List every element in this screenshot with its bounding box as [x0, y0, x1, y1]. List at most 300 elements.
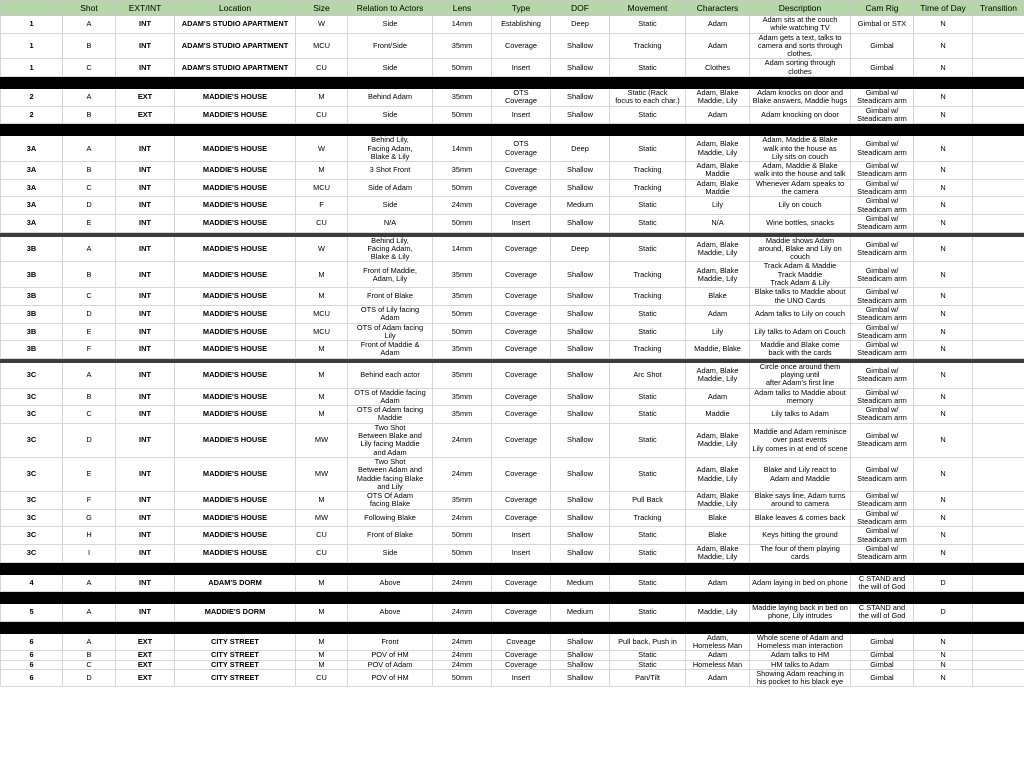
size-cell[interactable]: CU: [296, 106, 348, 124]
location-cell[interactable]: MADDIE'S HOUSE: [175, 305, 296, 323]
type-cell[interactable]: Coverage: [492, 362, 551, 388]
relation-cell[interactable]: Front/Side: [348, 33, 433, 59]
size-cell[interactable]: M: [296, 162, 348, 180]
ext-int-cell[interactable]: INT: [116, 214, 175, 232]
shot-cell[interactable]: C: [63, 288, 116, 306]
transition-cell[interactable]: [973, 179, 1024, 197]
time-of-day-cell[interactable]: N: [914, 492, 973, 510]
characters-cell[interactable]: Clothes: [686, 59, 750, 77]
relation-cell[interactable]: Front of Blake: [348, 288, 433, 306]
ext-int-cell[interactable]: INT: [116, 362, 175, 388]
shot-cell[interactable]: E: [63, 323, 116, 341]
characters-cell[interactable]: Adam, Blake Maddie, Lily: [686, 89, 750, 107]
time-of-day-cell[interactable]: N: [914, 457, 973, 491]
description-cell[interactable]: Lily on couch: [750, 197, 851, 215]
dof-cell[interactable]: Shallow: [551, 633, 610, 651]
ext-int-cell[interactable]: INT: [116, 59, 175, 77]
dof-cell[interactable]: Shallow: [551, 262, 610, 288]
size-cell[interactable]: M: [296, 492, 348, 510]
transition-cell[interactable]: [973, 59, 1024, 77]
dof-cell[interactable]: Shallow: [551, 423, 610, 457]
movement-cell[interactable]: Static: [610, 651, 686, 660]
ext-int-cell[interactable]: INT: [116, 323, 175, 341]
transition-cell[interactable]: [973, 604, 1024, 622]
time-of-day-cell[interactable]: N: [914, 162, 973, 180]
ext-int-cell[interactable]: INT: [116, 197, 175, 215]
scene-cell[interactable]: 3B: [1, 236, 63, 262]
column-header[interactable]: Type: [492, 1, 551, 16]
type-cell[interactable]: Coverage: [492, 197, 551, 215]
relation-cell[interactable]: Two Shot Between Blake and Lily facing Maddie and Adam: [348, 423, 433, 457]
shot-cell[interactable]: C: [63, 59, 116, 77]
shot-cell[interactable]: I: [63, 544, 116, 562]
transition-cell[interactable]: [973, 323, 1024, 341]
lens-cell[interactable]: 35mm: [433, 262, 492, 288]
movement-cell[interactable]: Tracking: [610, 341, 686, 359]
transition-cell[interactable]: [973, 423, 1024, 457]
transition-cell[interactable]: [973, 33, 1024, 59]
time-of-day-cell[interactable]: N: [914, 669, 973, 687]
movement-cell[interactable]: Static: [610, 106, 686, 124]
type-cell[interactable]: Coverage: [492, 162, 551, 180]
size-cell[interactable]: M: [296, 288, 348, 306]
dof-cell[interactable]: Shallow: [551, 179, 610, 197]
characters-cell[interactable]: Maddie, Blake: [686, 341, 750, 359]
characters-cell[interactable]: Adam, Blake Maddie, Lily: [686, 492, 750, 510]
time-of-day-cell[interactable]: N: [914, 197, 973, 215]
cam-rig-cell[interactable]: Gimbal w/ Steadicam arm: [851, 106, 914, 124]
shot-cell[interactable]: D: [63, 197, 116, 215]
time-of-day-cell[interactable]: N: [914, 423, 973, 457]
column-header[interactable]: Movement: [610, 1, 686, 16]
transition-cell[interactable]: [973, 574, 1024, 592]
lens-cell[interactable]: 35mm: [433, 388, 492, 406]
description-cell[interactable]: HM talks to Adam: [750, 660, 851, 669]
location-cell[interactable]: MADDIE'S HOUSE: [175, 197, 296, 215]
time-of-day-cell[interactable]: N: [914, 509, 973, 527]
movement-cell[interactable]: Arc Shot: [610, 362, 686, 388]
location-cell[interactable]: MADDIE'S HOUSE: [175, 388, 296, 406]
lens-cell[interactable]: 50mm: [433, 106, 492, 124]
size-cell[interactable]: MCU: [296, 323, 348, 341]
location-cell[interactable]: MADDIE'S HOUSE: [175, 544, 296, 562]
ext-int-cell[interactable]: EXT: [116, 651, 175, 660]
time-of-day-cell[interactable]: N: [914, 362, 973, 388]
type-cell[interactable]: Coverage: [492, 492, 551, 510]
lens-cell[interactable]: 35mm: [433, 362, 492, 388]
time-of-day-cell[interactable]: N: [914, 106, 973, 124]
description-cell[interactable]: Blake leaves & comes back: [750, 509, 851, 527]
scene-cell[interactable]: 3B: [1, 262, 63, 288]
ext-int-cell[interactable]: INT: [116, 509, 175, 527]
transition-cell[interactable]: [973, 544, 1024, 562]
transition-cell[interactable]: [973, 214, 1024, 232]
type-cell[interactable]: Coverage: [492, 457, 551, 491]
description-cell[interactable]: Adam sits at the couch while watching TV: [750, 16, 851, 34]
lens-cell[interactable]: 35mm: [433, 33, 492, 59]
dof-cell[interactable]: Shallow: [551, 162, 610, 180]
dof-cell[interactable]: Shallow: [551, 388, 610, 406]
relation-cell[interactable]: Side: [348, 106, 433, 124]
description-cell[interactable]: Lily talks to Adam: [750, 406, 851, 424]
time-of-day-cell[interactable]: N: [914, 651, 973, 660]
characters-cell[interactable]: Adam, Blake Maddie, Lily: [686, 544, 750, 562]
shot-cell[interactable]: A: [63, 633, 116, 651]
type-cell[interactable]: Coverage: [492, 33, 551, 59]
cam-rig-cell[interactable]: Gimbal w/ Steadicam arm: [851, 362, 914, 388]
transition-cell[interactable]: [973, 197, 1024, 215]
cam-rig-cell[interactable]: Gimbal w/ Steadicam arm: [851, 136, 914, 162]
scene-cell[interactable]: 3C: [1, 362, 63, 388]
size-cell[interactable]: M: [296, 89, 348, 107]
size-cell[interactable]: M: [296, 362, 348, 388]
shot-cell[interactable]: C: [63, 179, 116, 197]
ext-int-cell[interactable]: EXT: [116, 89, 175, 107]
movement-cell[interactable]: Pull Back: [610, 492, 686, 510]
time-of-day-cell[interactable]: N: [914, 33, 973, 59]
size-cell[interactable]: M: [296, 388, 348, 406]
movement-cell[interactable]: Static: [610, 604, 686, 622]
scene-cell[interactable]: 3A: [1, 197, 63, 215]
size-cell[interactable]: M: [296, 262, 348, 288]
shot-cell[interactable]: F: [63, 341, 116, 359]
ext-int-cell[interactable]: INT: [116, 162, 175, 180]
time-of-day-cell[interactable]: N: [914, 179, 973, 197]
dof-cell[interactable]: Shallow: [551, 660, 610, 669]
transition-cell[interactable]: [973, 136, 1024, 162]
column-header[interactable]: Size: [296, 1, 348, 16]
dof-cell[interactable]: Shallow: [551, 323, 610, 341]
lens-cell[interactable]: 35mm: [433, 288, 492, 306]
characters-cell[interactable]: Adam, Blake Maddie, Lily: [686, 457, 750, 491]
dof-cell[interactable]: Shallow: [551, 651, 610, 660]
characters-cell[interactable]: Adam, Blake Maddie, Lily: [686, 362, 750, 388]
ext-int-cell[interactable]: EXT: [116, 669, 175, 687]
relation-cell[interactable]: 3 Shot Front: [348, 162, 433, 180]
type-cell[interactable]: Coverage: [492, 179, 551, 197]
shot-cell[interactable]: E: [63, 457, 116, 491]
column-header[interactable]: Description: [750, 1, 851, 16]
scene-cell[interactable]: 3C: [1, 423, 63, 457]
transition-cell[interactable]: [973, 341, 1024, 359]
transition-cell[interactable]: [973, 388, 1024, 406]
shot-cell[interactable]: B: [63, 388, 116, 406]
lens-cell[interactable]: 24mm: [433, 604, 492, 622]
ext-int-cell[interactable]: INT: [116, 16, 175, 34]
dof-cell[interactable]: Shallow: [551, 106, 610, 124]
shot-cell[interactable]: D: [63, 305, 116, 323]
size-cell[interactable]: MW: [296, 457, 348, 491]
relation-cell[interactable]: Behind Adam: [348, 89, 433, 107]
characters-cell[interactable]: Blake: [686, 527, 750, 545]
location-cell[interactable]: MADDIE'S HOUSE: [175, 492, 296, 510]
location-cell[interactable]: MADDIE'S HOUSE: [175, 341, 296, 359]
shot-cell[interactable]: B: [63, 162, 116, 180]
scene-cell[interactable]: 3C: [1, 509, 63, 527]
cam-rig-cell[interactable]: Gimbal w/ Steadicam arm: [851, 509, 914, 527]
relation-cell[interactable]: Front: [348, 633, 433, 651]
scene-cell[interactable]: 1: [1, 59, 63, 77]
scene-cell[interactable]: 3C: [1, 457, 63, 491]
location-cell[interactable]: ADAM'S STUDIO APARTMENT: [175, 33, 296, 59]
movement-cell[interactable]: Static: [610, 59, 686, 77]
relation-cell[interactable]: Side: [348, 16, 433, 34]
characters-cell[interactable]: Blake: [686, 509, 750, 527]
lens-cell[interactable]: 14mm: [433, 16, 492, 34]
location-cell[interactable]: MADDIE'S HOUSE: [175, 527, 296, 545]
size-cell[interactable]: CU: [296, 544, 348, 562]
scene-cell[interactable]: 5: [1, 604, 63, 622]
cam-rig-cell[interactable]: Gimbal w/ Steadicam arm: [851, 288, 914, 306]
transition-cell[interactable]: [973, 362, 1024, 388]
location-cell[interactable]: MADDIE'S HOUSE: [175, 509, 296, 527]
characters-cell[interactable]: Adam: [686, 106, 750, 124]
shot-cell[interactable]: A: [63, 362, 116, 388]
lens-cell[interactable]: 50mm: [433, 544, 492, 562]
time-of-day-cell[interactable]: D: [914, 604, 973, 622]
dof-cell[interactable]: Shallow: [551, 509, 610, 527]
relation-cell[interactable]: OTS Of Adam facing Blake: [348, 492, 433, 510]
type-cell[interactable]: Insert: [492, 544, 551, 562]
time-of-day-cell[interactable]: N: [914, 236, 973, 262]
description-cell[interactable]: Adam knocking on door: [750, 106, 851, 124]
characters-cell[interactable]: N/A: [686, 214, 750, 232]
ext-int-cell[interactable]: INT: [116, 423, 175, 457]
movement-cell[interactable]: Static: [610, 197, 686, 215]
type-cell[interactable]: Coverage: [492, 574, 551, 592]
relation-cell[interactable]: Behind Lily, Facing Adam, Blake & Lily: [348, 236, 433, 262]
ext-int-cell[interactable]: INT: [116, 604, 175, 622]
location-cell[interactable]: MADDIE'S HOUSE: [175, 89, 296, 107]
relation-cell[interactable]: Following Blake: [348, 509, 433, 527]
scene-cell[interactable]: 1: [1, 33, 63, 59]
relation-cell[interactable]: OTS of Adam facing Maddie: [348, 406, 433, 424]
description-cell[interactable]: Adam sorting through clothes: [750, 59, 851, 77]
time-of-day-cell[interactable]: N: [914, 305, 973, 323]
dof-cell[interactable]: Medium: [551, 604, 610, 622]
description-cell[interactable]: The four of them playing cards: [750, 544, 851, 562]
location-cell[interactable]: MADDIE'S HOUSE: [175, 136, 296, 162]
type-cell[interactable]: Coverage: [492, 660, 551, 669]
movement-cell[interactable]: Pull back, Push in: [610, 633, 686, 651]
size-cell[interactable]: MW: [296, 509, 348, 527]
relation-cell[interactable]: Above: [348, 604, 433, 622]
location-cell[interactable]: CITY STREET: [175, 660, 296, 669]
characters-cell[interactable]: Lily: [686, 323, 750, 341]
location-cell[interactable]: MADDIE'S HOUSE: [175, 406, 296, 424]
cam-rig-cell[interactable]: Gimbal w/ Steadicam arm: [851, 197, 914, 215]
description-cell[interactable]: Adam, Maddie & Blake walk into the house and talk: [750, 162, 851, 180]
time-of-day-cell[interactable]: N: [914, 660, 973, 669]
ext-int-cell[interactable]: INT: [116, 574, 175, 592]
dof-cell[interactable]: Shallow: [551, 406, 610, 424]
relation-cell[interactable]: Side: [348, 544, 433, 562]
characters-cell[interactable]: Lily: [686, 197, 750, 215]
time-of-day-cell[interactable]: N: [914, 89, 973, 107]
characters-cell[interactable]: Adam: [686, 33, 750, 59]
relation-cell[interactable]: Behind Lily, Facing Adam, Blake & Lily: [348, 136, 433, 162]
transition-cell[interactable]: [973, 669, 1024, 687]
scene-cell[interactable]: 3C: [1, 492, 63, 510]
shot-cell[interactable]: E: [63, 214, 116, 232]
shot-cell[interactable]: B: [63, 33, 116, 59]
size-cell[interactable]: CU: [296, 669, 348, 687]
column-header[interactable]: Relation to Actors: [348, 1, 433, 16]
characters-cell[interactable]: Adam, Blake Maddie, Lily: [686, 136, 750, 162]
description-cell[interactable]: Adam talks to HM: [750, 651, 851, 660]
shot-cell[interactable]: H: [63, 527, 116, 545]
size-cell[interactable]: F: [296, 197, 348, 215]
relation-cell[interactable]: Behind each actor: [348, 362, 433, 388]
description-cell[interactable]: Whole scene of Adam and Homeless man interaction: [750, 633, 851, 651]
size-cell[interactable]: M: [296, 604, 348, 622]
relation-cell[interactable]: Side of Adam: [348, 179, 433, 197]
characters-cell[interactable]: Adam: [686, 16, 750, 34]
size-cell[interactable]: M: [296, 660, 348, 669]
cam-rig-cell[interactable]: Gimbal w/ Steadicam arm: [851, 179, 914, 197]
relation-cell[interactable]: OTS of Maddie facing Adam: [348, 388, 433, 406]
type-cell[interactable]: Insert: [492, 527, 551, 545]
location-cell[interactable]: MADDIE'S HOUSE: [175, 236, 296, 262]
location-cell[interactable]: MADDIE'S HOUSE: [175, 214, 296, 232]
transition-cell[interactable]: [973, 509, 1024, 527]
characters-cell[interactable]: Blake: [686, 288, 750, 306]
ext-int-cell[interactable]: EXT: [116, 660, 175, 669]
type-cell[interactable]: Coverage: [492, 651, 551, 660]
scene-cell[interactable]: 3B: [1, 305, 63, 323]
size-cell[interactable]: CU: [296, 59, 348, 77]
movement-cell[interactable]: Tracking: [610, 509, 686, 527]
description-cell[interactable]: Lily talks to Adam on Couch: [750, 323, 851, 341]
description-cell[interactable]: Blake talks to Maddie about the UNO Cards: [750, 288, 851, 306]
description-cell[interactable]: Blake says line, Adam turns around to camera: [750, 492, 851, 510]
cam-rig-cell[interactable]: C STAND and the will of God: [851, 604, 914, 622]
description-cell[interactable]: Wine bottles, snacks: [750, 214, 851, 232]
dof-cell[interactable]: Medium: [551, 197, 610, 215]
time-of-day-cell[interactable]: N: [914, 388, 973, 406]
movement-cell[interactable]: Pan/Tilt: [610, 669, 686, 687]
description-cell[interactable]: Keys hitting the ground: [750, 527, 851, 545]
column-header[interactable]: Shot: [63, 1, 116, 16]
description-cell[interactable]: Adam gets a text, talks to camera and sorts through clothes.: [750, 33, 851, 59]
characters-cell[interactable]: Adam: [686, 669, 750, 687]
time-of-day-cell[interactable]: N: [914, 59, 973, 77]
ext-int-cell[interactable]: INT: [116, 341, 175, 359]
description-cell[interactable]: Showing Adam reaching in his pocket to his black eye: [750, 669, 851, 687]
location-cell[interactable]: CITY STREET: [175, 651, 296, 660]
time-of-day-cell[interactable]: N: [914, 136, 973, 162]
shot-cell[interactable]: B: [63, 651, 116, 660]
type-cell[interactable]: OTS Coverage: [492, 136, 551, 162]
transition-cell[interactable]: [973, 633, 1024, 651]
shot-cell[interactable]: B: [63, 262, 116, 288]
lens-cell[interactable]: 50mm: [433, 669, 492, 687]
cam-rig-cell[interactable]: Gimbal: [851, 59, 914, 77]
size-cell[interactable]: M: [296, 651, 348, 660]
lens-cell[interactable]: 24mm: [433, 509, 492, 527]
cam-rig-cell[interactable]: Gimbal w/ Steadicam arm: [851, 214, 914, 232]
dof-cell[interactable]: Deep: [551, 16, 610, 34]
description-cell[interactable]: Track Adam & Maddie Track Maddie Track Adam & Lily: [750, 262, 851, 288]
type-cell[interactable]: OTS Coverage: [492, 89, 551, 107]
characters-cell[interactable]: Adam: [686, 574, 750, 592]
lens-cell[interactable]: 24mm: [433, 457, 492, 491]
cam-rig-cell[interactable]: Gimbal w/ Steadicam arm: [851, 341, 914, 359]
movement-cell[interactable]: Static: [610, 574, 686, 592]
characters-cell[interactable]: Adam, Blake Maddie: [686, 162, 750, 180]
description-cell[interactable]: Adam, Maddie & Blake walk into the house as Lily sits on couch: [750, 136, 851, 162]
shot-cell[interactable]: C: [63, 406, 116, 424]
lens-cell[interactable]: 50mm: [433, 214, 492, 232]
characters-cell[interactable]: Adam, Blake Maddie, Lily: [686, 262, 750, 288]
movement-cell[interactable]: Tracking: [610, 179, 686, 197]
column-header[interactable]: EXT/INT: [116, 1, 175, 16]
ext-int-cell[interactable]: INT: [116, 388, 175, 406]
shot-cell[interactable]: C: [63, 660, 116, 669]
cam-rig-cell[interactable]: Gimbal: [851, 33, 914, 59]
scene-cell[interactable]: 3B: [1, 323, 63, 341]
time-of-day-cell[interactable]: N: [914, 323, 973, 341]
shot-cell[interactable]: B: [63, 106, 116, 124]
relation-cell[interactable]: Front of Blake: [348, 527, 433, 545]
shot-cell[interactable]: F: [63, 492, 116, 510]
size-cell[interactable]: MW: [296, 423, 348, 457]
transition-cell[interactable]: [973, 288, 1024, 306]
type-cell[interactable]: Establishing: [492, 16, 551, 34]
scene-cell[interactable]: 1: [1, 16, 63, 34]
dof-cell[interactable]: Shallow: [551, 457, 610, 491]
dof-cell[interactable]: Shallow: [551, 492, 610, 510]
dof-cell[interactable]: Deep: [551, 236, 610, 262]
movement-cell[interactable]: Static: [610, 406, 686, 424]
location-cell[interactable]: MADDIE'S HOUSE: [175, 106, 296, 124]
lens-cell[interactable]: 35mm: [433, 406, 492, 424]
transition-cell[interactable]: [973, 262, 1024, 288]
movement-cell[interactable]: Tracking: [610, 262, 686, 288]
shot-cell[interactable]: G: [63, 509, 116, 527]
description-cell[interactable]: Whenever Adam speaks to the camera: [750, 179, 851, 197]
transition-cell[interactable]: [973, 89, 1024, 107]
movement-cell[interactable]: Static: [610, 544, 686, 562]
type-cell[interactable]: Insert: [492, 669, 551, 687]
column-header[interactable]: Characters: [686, 1, 750, 16]
description-cell[interactable]: Maddie and Adam reminisce over past events Lily comes in at end of scene: [750, 423, 851, 457]
cam-rig-cell[interactable]: Gimbal w/ Steadicam arm: [851, 162, 914, 180]
ext-int-cell[interactable]: INT: [116, 305, 175, 323]
movement-cell[interactable]: Static: [610, 527, 686, 545]
type-cell[interactable]: Coverage: [492, 604, 551, 622]
dof-cell[interactable]: Deep: [551, 136, 610, 162]
characters-cell[interactable]: Homeless Man: [686, 660, 750, 669]
column-header[interactable]: [1, 1, 63, 16]
type-cell[interactable]: Coverage: [492, 388, 551, 406]
size-cell[interactable]: MCU: [296, 305, 348, 323]
dof-cell[interactable]: Medium: [551, 574, 610, 592]
lens-cell[interactable]: 14mm: [433, 136, 492, 162]
time-of-day-cell[interactable]: N: [914, 214, 973, 232]
shot-cell[interactable]: A: [63, 16, 116, 34]
type-cell[interactable]: Coverage: [492, 341, 551, 359]
movement-cell[interactable]: Tracking: [610, 33, 686, 59]
relation-cell[interactable]: POV of Adam: [348, 660, 433, 669]
movement-cell[interactable]: Static: [610, 388, 686, 406]
relation-cell[interactable]: Side: [348, 59, 433, 77]
transition-cell[interactable]: [973, 406, 1024, 424]
scene-cell[interactable]: 2: [1, 106, 63, 124]
movement-cell[interactable]: Static (Rack focus to each char.): [610, 89, 686, 107]
dof-cell[interactable]: Shallow: [551, 33, 610, 59]
lens-cell[interactable]: 50mm: [433, 179, 492, 197]
